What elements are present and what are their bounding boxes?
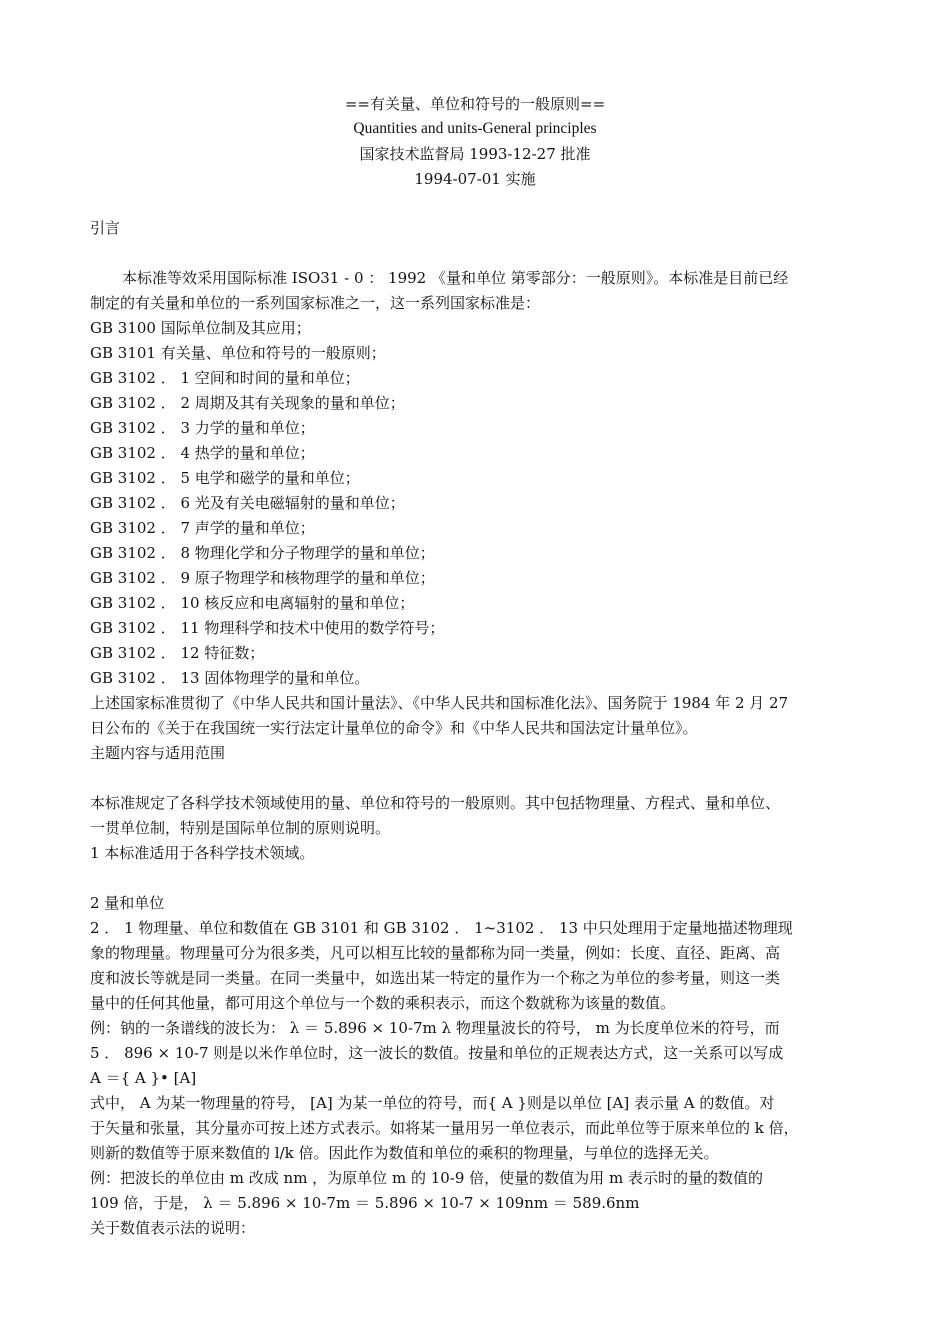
standard-item: GB 3102 ． 2 周期及其有关现象的量和单位； xyxy=(90,394,405,412)
section-2-line: 2 ． 1 物理量、单位和数值在 GB 3101 和 GB 3102 ． 1~3102 ． 13 中只处理用于定量地描述物理现 xyxy=(90,919,793,937)
document-title: ==有关量、单位和符号的一般原则== xyxy=(344,95,606,113)
section-2-line: 度和波长等就是同一类量。在同一类量中，如选出某一特定的量作为一个称之为单位的参考量，则这一类 xyxy=(90,969,781,987)
section-2-line: 关于数值表示法的说明： xyxy=(90,1219,256,1237)
section-2-line: 109 倍，于是， λ ＝ 5.896 × 10-7m ＝ 5.896 × 10-7 × 109nm ＝ 589.6nm xyxy=(90,1194,640,1212)
standard-item: GB 3101 有关量、单位和符号的一般原则； xyxy=(90,344,386,362)
section-2-line: 则新的数值等于原来数值的 l/k 倍。因此作为数值和单位的乘积的物理量，与单位的选择无关。 xyxy=(90,1144,719,1162)
standard-item: GB 3102 ． 3 力学的量和单位； xyxy=(90,419,315,437)
standard-item: GB 3100 国际单位制及其应用； xyxy=(90,319,311,337)
document-subtitle-english: Quantities and units-General principles xyxy=(353,120,597,137)
standard-item: GB 3102 ． 13 固体物理学的量和单位。 xyxy=(90,669,370,687)
scope-paragraph-line: 一贯单位制，特别是国际单位制的原则说明。 xyxy=(90,819,391,837)
effective-date-line: 1994-07-01 实施 xyxy=(414,170,536,188)
intro-paragraph-line: 制定的有关量和单位的一系列国家标准之一，这一系列国家标准是： xyxy=(90,294,541,312)
section-2-line: 于矢量和张量，其分量亦可按上述方式表示。如将某一量用另一单位表示，而此单位等于原来单位的 k 倍， xyxy=(90,1119,799,1137)
intro-closing-line: 上述国家标准贯彻了《中华人民共和国计量法》、《中华人民共和国标准化法》、国务院于 1984 年 2 月 27 xyxy=(90,694,789,712)
intro-closing-line: 日公布的《关于在我国统一实行法定计量单位的命令》和《中华人民共和国法定计量单位》。 xyxy=(90,719,698,737)
standard-item: GB 3102 ． 1 空间和时间的量和单位； xyxy=(90,369,360,387)
section-2-line: 象的物理量。物理量可分为很多类，凡可以相互比较的量都称为同一类量，例如：长度、直径、距离、高 xyxy=(90,944,781,962)
section-2-line: 例：把波长的单位由 m 改成 nm ，为原单位 m 的 10-9 倍，使量的数值为用 m 表示时的量的数值的 xyxy=(90,1169,763,1187)
spacer xyxy=(90,241,860,266)
standard-item: GB 3102 ． 10 核反应和电离辐射的量和单位； xyxy=(90,594,415,612)
spacer xyxy=(90,866,860,891)
standards-list xyxy=(90,316,860,691)
section-2-line: 量中的任何其他量，都可用这个单位与一个数的乘积表示，而这个数就称为该量的数值。 xyxy=(90,994,676,1012)
approval-line: 国家技术监督局 1993-12-27 批准 xyxy=(359,145,591,163)
scope-heading: 主题内容与适用范围 xyxy=(90,744,226,762)
standard-item: GB 3102 ． 5 电学和磁学的量和单位； xyxy=(90,469,360,487)
section-2-heading: 2 量和单位 xyxy=(90,894,165,912)
standard-item: GB 3102 ． 9 原子物理学和核物理学的量和单位； xyxy=(90,569,435,587)
formula-line: A ＝{ A }• [A] xyxy=(90,1069,197,1087)
section-2-line: 5 ． 896 × 10-7 则是以米作单位时，这一波长的数值。按量和单位的正规表达方式，这一关系可以写成 xyxy=(90,1044,784,1062)
standard-item: GB 3102 ． 8 物理化学和分子物理学的量和单位； xyxy=(90,544,435,562)
standard-item: GB 3102 ． 11 物理科学和技术中使用的数学符号； xyxy=(90,619,445,637)
standard-item: GB 3102 ． 4 热学的量和单位； xyxy=(90,444,315,462)
section-2-line: 例：钠的一条谱线的波长为： λ ＝ 5.896 × 10-7m λ 物理量波长的符号， m 为长度单位米的符号，而 xyxy=(90,1019,780,1037)
scope-item: 1 本标准适用于各科学技术领域。 xyxy=(90,844,315,862)
standard-item: GB 3102 ． 6 光及有关电磁辐射的量和单位； xyxy=(90,494,405,512)
scope-paragraph-line: 本标准规定了各科学技术领域使用的量、单位和符号的一般原则。其中包括物理量、方程式、量和单位、 xyxy=(90,794,781,812)
intro-paragraph-line: 本标准等效采用国际标准 ISO31 - 0 ： 1992 《量和单位 第零部分：一般原则》。本标准是目前已经 xyxy=(122,269,789,287)
section-2-line: 式中， A 为某一物理量的符号， [A] 为某一单位的符号，而{ A }则是以单位 [A] 表示量 A 的数值。对 xyxy=(90,1094,775,1112)
intro-heading: 引言 xyxy=(90,219,121,237)
standard-item: GB 3102 ． 7 声学的量和单位； xyxy=(90,519,315,537)
standard-item: GB 3102 ． 12 特征数； xyxy=(90,644,265,662)
document-body xyxy=(90,216,860,1241)
spacer xyxy=(90,766,860,791)
